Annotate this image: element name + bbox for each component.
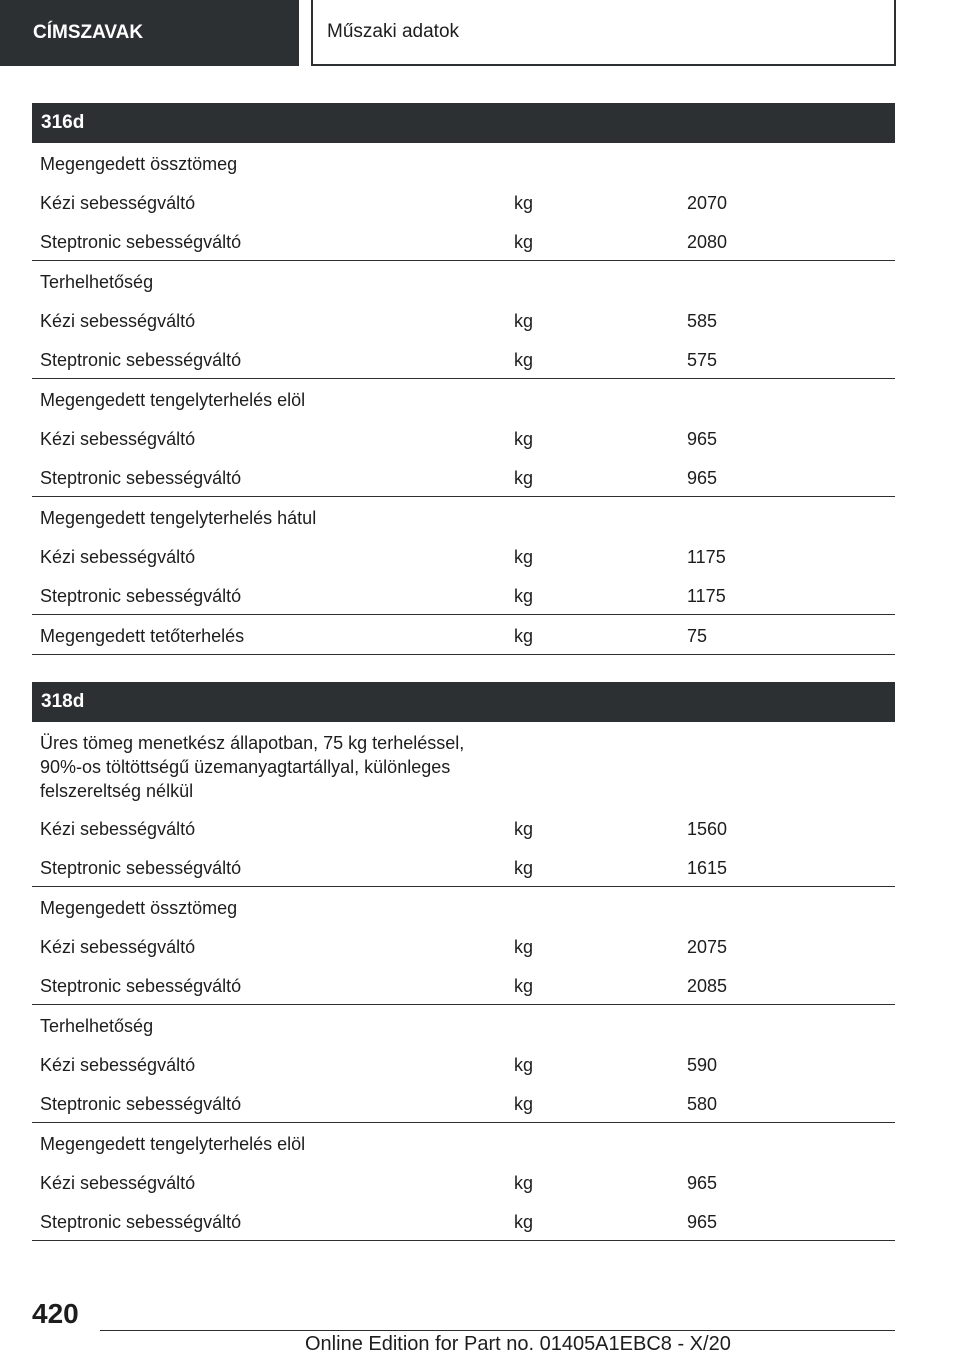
section-title: 318d	[32, 682, 895, 722]
row-unit: kg	[514, 429, 534, 449]
row-name: Steptronic sebességváltó	[40, 858, 242, 878]
chapter-title: Műszaki adatok	[311, 0, 896, 66]
spec-group	[32, 1123, 895, 1241]
row-value: 965	[687, 1212, 718, 1232]
row-unit: kg	[514, 1212, 534, 1232]
table-row	[32, 1162, 895, 1201]
group-label-row	[32, 379, 895, 418]
edition-note: Online Edition for Part no. 01405A1EBC8 - X/20	[305, 1333, 731, 1355]
group-label-row	[32, 143, 895, 182]
row-name: Steptronic sebességváltó	[40, 586, 242, 606]
row-name: Steptronic sebességváltó	[40, 350, 242, 370]
spec-group	[32, 615, 895, 655]
spec-group	[32, 379, 895, 497]
row-value: 590	[687, 1055, 718, 1075]
footer-divider	[100, 1330, 895, 1331]
row-unit: kg	[514, 819, 534, 839]
row-value: 2070	[687, 193, 728, 213]
group-label: Üres tömeg menetkész állapotban, 75 kg terheléssel, 90%-os töltöttségű üzemanyagtartállyal, különleges felszereltség nélkül	[40, 733, 465, 801]
table-row	[32, 221, 895, 260]
group-label-row	[32, 722, 895, 808]
table-row	[32, 965, 895, 1004]
table-row	[32, 808, 895, 847]
row-name: Steptronic sebességváltó	[40, 976, 242, 996]
table-row	[32, 847, 895, 886]
row-value: 75	[687, 626, 708, 646]
group-label: Megengedett tengelyterhelés hátul	[40, 508, 317, 528]
spec-group	[32, 887, 895, 1005]
section-tab[interactable]: CÍMSZAVAK	[0, 0, 299, 66]
row-unit: kg	[514, 193, 534, 213]
row-value: 575	[687, 350, 718, 370]
row-value: 965	[687, 1173, 718, 1193]
row-value: 1175	[687, 586, 726, 606]
row-value: 965	[687, 429, 718, 449]
row-name: Kézi sebességváltó	[40, 937, 196, 957]
row-unit: kg	[514, 976, 534, 996]
spec-group	[32, 261, 895, 379]
row-unit: kg	[514, 858, 534, 878]
row-name: Steptronic sebességváltó	[40, 232, 242, 252]
group-label: Megengedett össztömeg	[40, 154, 238, 174]
group-label: Terhelhetőség	[40, 1016, 154, 1036]
row-value: 2080	[687, 232, 728, 252]
group-label: Megengedett tengelyterhelés elöl	[40, 1134, 306, 1154]
row-unit: kg	[514, 350, 534, 370]
row-unit: kg	[514, 1055, 534, 1075]
group-label-row	[32, 1005, 895, 1044]
row-name: Megengedett tetőterhelés	[40, 626, 245, 646]
row-value: 2075	[687, 937, 728, 957]
row-value: 1615	[687, 858, 728, 878]
group-label-row	[32, 887, 895, 926]
table-row	[32, 339, 895, 378]
page-header	[0, 0, 960, 66]
row-name: Kézi sebességváltó	[40, 1173, 196, 1193]
row-name: Kézi sebességváltó	[40, 547, 196, 567]
spec-table-318d	[32, 682, 895, 1241]
row-unit: kg	[514, 626, 534, 646]
row-name: Kézi sebességváltó	[40, 311, 196, 331]
group-label-row	[32, 1123, 895, 1162]
table-row	[32, 300, 895, 339]
row-name: Kézi sebességváltó	[40, 429, 196, 449]
row-value: 1560	[687, 819, 728, 839]
spec-group	[32, 143, 895, 261]
table-row	[32, 615, 895, 654]
table-row	[32, 926, 895, 965]
row-unit: kg	[514, 1173, 534, 1193]
row-unit: kg	[514, 311, 534, 331]
table-row	[32, 182, 895, 221]
spec-group	[32, 1005, 895, 1123]
section-title: 316d	[32, 103, 895, 143]
group-label: Megengedett össztömeg	[40, 898, 238, 918]
table-row	[32, 418, 895, 457]
table-row	[32, 575, 895, 614]
row-name: Kézi sebességváltó	[40, 819, 196, 839]
row-unit: kg	[514, 586, 534, 606]
spec-group	[32, 722, 895, 887]
row-unit: kg	[514, 232, 534, 252]
row-value: 585	[687, 311, 718, 331]
row-unit: kg	[514, 547, 534, 567]
row-name: Steptronic sebességváltó	[40, 1094, 242, 1114]
row-unit: kg	[514, 468, 534, 488]
row-value: 2085	[687, 976, 728, 996]
group-label: Terhelhetőség	[40, 272, 154, 292]
row-name: Steptronic sebességváltó	[40, 468, 242, 488]
table-row	[32, 457, 895, 496]
spec-group	[32, 497, 895, 615]
row-name: Kézi sebességváltó	[40, 1055, 196, 1075]
row-value: 580	[687, 1094, 718, 1114]
row-name: Steptronic sebességváltó	[40, 1212, 242, 1232]
table-row	[32, 1044, 895, 1083]
row-name: Kézi sebességváltó	[40, 193, 196, 213]
page-number: 420	[32, 1298, 79, 1329]
spec-table-316d	[32, 103, 895, 655]
group-label-row	[32, 261, 895, 300]
table-row	[32, 1083, 895, 1122]
row-unit: kg	[514, 1094, 534, 1114]
row-unit: kg	[514, 937, 534, 957]
row-value: 1175	[687, 547, 726, 567]
row-value: 965	[687, 468, 718, 488]
table-row	[32, 536, 895, 575]
group-label-row	[32, 497, 895, 536]
table-row	[32, 1201, 895, 1240]
group-label: Megengedett tengelyterhelés elöl	[40, 390, 306, 410]
